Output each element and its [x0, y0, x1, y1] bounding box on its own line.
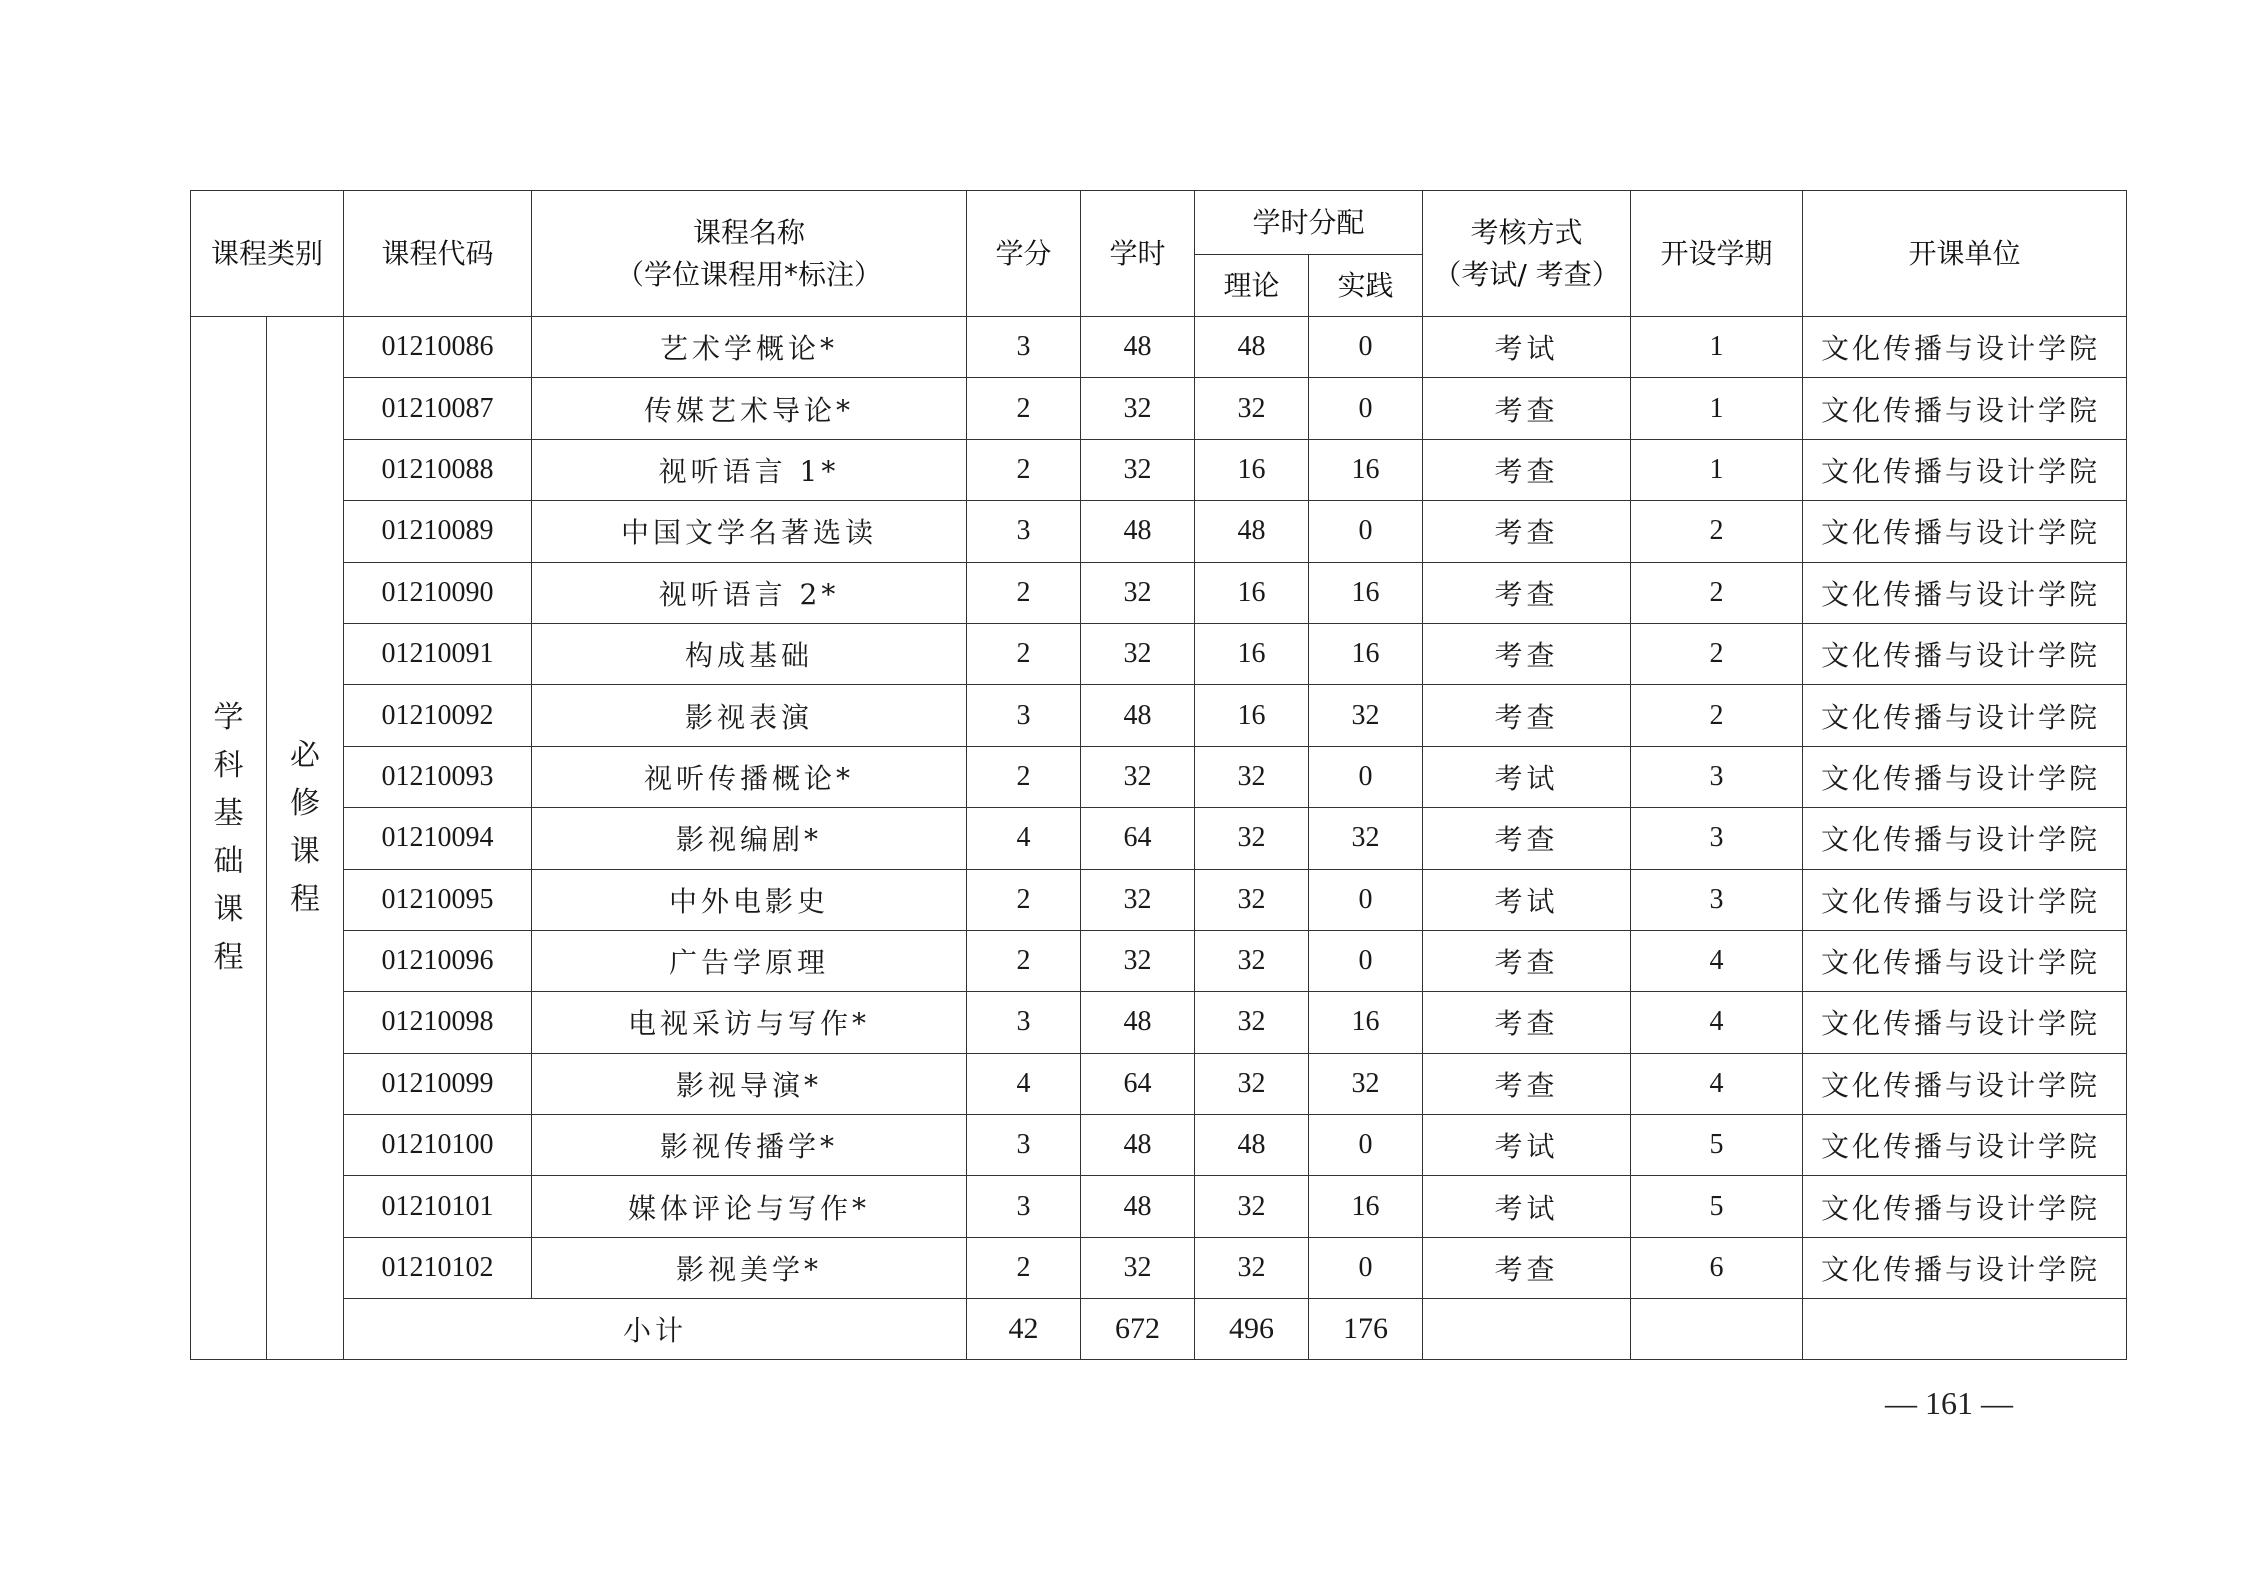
department-cell: 文化传播与设计学院: [1803, 1237, 2127, 1298]
practice-hours-cell: 0: [1309, 317, 1423, 378]
assessment-cell: 考查: [1423, 685, 1631, 746]
header-code: 课程代码: [344, 191, 532, 317]
course-name-cell: 电视采访与写作*: [532, 992, 967, 1053]
practice-hours-cell: 32: [1309, 808, 1423, 869]
semester-cell: 5: [1631, 1176, 1803, 1237]
course-code-cell: 01210101: [344, 1176, 532, 1237]
credits-cell: 3: [967, 501, 1081, 562]
course-name-cell: 中国文学名著选读: [532, 501, 967, 562]
theory-hours-cell: 32: [1195, 869, 1309, 930]
course-code-cell: 01210087: [344, 378, 532, 439]
department-cell: 文化传播与设计学院: [1803, 378, 2127, 439]
subtotal-semester-empty: [1631, 1299, 1803, 1360]
header-assessment-line1: 考核方式: [1470, 215, 1583, 249]
course-code-cell: 01210099: [344, 1053, 532, 1114]
department-cell: 文化传播与设计学院: [1803, 992, 2127, 1053]
department-cell: 文化传播与设计学院: [1803, 808, 2127, 869]
course-table: [190, 190, 2127, 1360]
semester-cell: 2: [1631, 501, 1803, 562]
hours-cell: 64: [1081, 1053, 1195, 1114]
department-cell: 文化传播与设计学院: [1803, 1115, 2127, 1176]
practice-hours-cell: 16: [1309, 562, 1423, 623]
hours-cell: 32: [1081, 869, 1195, 930]
credits-cell: 3: [967, 685, 1081, 746]
semester-cell: 2: [1631, 623, 1803, 684]
header-credits: 学分: [967, 191, 1081, 317]
theory-hours-cell: 16: [1195, 623, 1309, 684]
table-row: [191, 317, 2127, 378]
department-cell: 文化传播与设计学院: [1803, 501, 2127, 562]
header-hours: 学时: [1081, 191, 1195, 317]
course-code-cell: 01210090: [344, 562, 532, 623]
assessment-cell: 考查: [1423, 1053, 1631, 1114]
practice-hours-cell: 16: [1309, 1176, 1423, 1237]
table-row: [191, 1237, 2127, 1298]
semester-cell: 1: [1631, 439, 1803, 500]
hours-cell: 32: [1081, 562, 1195, 623]
assessment-cell: 考试: [1423, 1115, 1631, 1176]
header-name-line2: （学位课程用*标注）: [616, 257, 883, 291]
hours-cell: 48: [1081, 1176, 1195, 1237]
assessment-cell: 考试: [1423, 1176, 1631, 1237]
hours-cell: 32: [1081, 623, 1195, 684]
course-name-cell: 影视传播学*: [532, 1115, 967, 1176]
course-name-cell: 传媒艺术导论*: [532, 378, 967, 439]
credits-cell: 2: [967, 930, 1081, 991]
department-cell: 文化传播与设计学院: [1803, 439, 2127, 500]
theory-hours-cell: 32: [1195, 808, 1309, 869]
credits-cell: 2: [967, 623, 1081, 684]
course-code-cell: 01210092: [344, 685, 532, 746]
department-cell: 文化传播与设计学院: [1803, 930, 2127, 991]
header-hours-split: 学时分配: [1195, 191, 1423, 255]
table-row: [191, 501, 2127, 562]
hours-cell: 32: [1081, 378, 1195, 439]
theory-hours-cell: 32: [1195, 746, 1309, 807]
hours-cell: 48: [1081, 501, 1195, 562]
department-cell: 文化传播与设计学院: [1803, 1176, 2127, 1237]
table-row: [191, 378, 2127, 439]
course-code-cell: 01210102: [344, 1237, 532, 1298]
credits-cell: 2: [967, 1237, 1081, 1298]
subtotal-hours: 672: [1081, 1299, 1195, 1360]
assessment-cell: 考查: [1423, 808, 1631, 869]
credits-cell: 2: [967, 869, 1081, 930]
department-cell: 文化传播与设计学院: [1803, 1053, 2127, 1114]
assessment-cell: 考查: [1423, 562, 1631, 623]
course-code-cell: 01210096: [344, 930, 532, 991]
practice-hours-cell: 16: [1309, 992, 1423, 1053]
subtotal-credits: 42: [967, 1299, 1081, 1360]
subtotal-row: [191, 1299, 2127, 1360]
credits-cell: 3: [967, 1176, 1081, 1237]
table-header: [191, 191, 2127, 317]
practice-hours-cell: 0: [1309, 930, 1423, 991]
practice-hours-cell: 0: [1309, 501, 1423, 562]
semester-cell: 1: [1631, 317, 1803, 378]
course-code-cell: 01210089: [344, 501, 532, 562]
header-name-line1: 课程名称: [693, 215, 806, 249]
header-practice: 实践: [1309, 255, 1423, 317]
semester-cell: 4: [1631, 930, 1803, 991]
practice-hours-cell: 32: [1309, 685, 1423, 746]
department-cell: 文化传播与设计学院: [1803, 685, 2127, 746]
table-row: [191, 1176, 2127, 1237]
semester-cell: 6: [1631, 1237, 1803, 1298]
header-assessment-line2: （考试/ 考查）: [1433, 257, 1620, 291]
theory-hours-cell: 16: [1195, 685, 1309, 746]
department-cell: 文化传播与设计学院: [1803, 746, 2127, 807]
practice-hours-cell: 32: [1309, 1053, 1423, 1114]
assessment-cell: 考试: [1423, 317, 1631, 378]
credits-cell: 4: [967, 1053, 1081, 1114]
credits-cell: 2: [967, 378, 1081, 439]
department-cell: 文化传播与设计学院: [1803, 623, 2127, 684]
table-body: [191, 317, 2127, 1360]
header-department: 开课单位: [1803, 191, 2127, 317]
practice-hours-cell: 16: [1309, 623, 1423, 684]
course-name-cell: 影视表演: [532, 685, 967, 746]
department-cell: 文化传播与设计学院: [1803, 869, 2127, 930]
theory-hours-cell: 16: [1195, 562, 1309, 623]
department-cell: 文化传播与设计学院: [1803, 562, 2127, 623]
course-name-cell: 视听语言 1*: [532, 439, 967, 500]
table-row: [191, 562, 2127, 623]
course-name-cell: 视听语言 2*: [532, 562, 967, 623]
course-code-cell: 01210095: [344, 869, 532, 930]
theory-hours-cell: 32: [1195, 1053, 1309, 1114]
hours-cell: 64: [1081, 808, 1195, 869]
theory-hours-cell: 48: [1195, 501, 1309, 562]
practice-hours-cell: 0: [1309, 746, 1423, 807]
course-name-cell: 中外电影史: [532, 869, 967, 930]
table-row: [191, 746, 2127, 807]
hours-cell: 32: [1081, 439, 1195, 500]
semester-cell: 4: [1631, 992, 1803, 1053]
semester-cell: 2: [1631, 685, 1803, 746]
semester-cell: 2: [1631, 562, 1803, 623]
subtotal-practice: 176: [1309, 1299, 1423, 1360]
theory-hours-cell: 48: [1195, 317, 1309, 378]
table-row: [191, 439, 2127, 500]
table-row: [191, 869, 2127, 930]
table-row: [191, 1115, 2127, 1176]
credits-cell: 3: [967, 992, 1081, 1053]
page-number: — 161 —: [1885, 1385, 2013, 1421]
credits-cell: 3: [967, 1115, 1081, 1176]
theory-hours-cell: 32: [1195, 930, 1309, 991]
semester-cell: 1: [1631, 378, 1803, 439]
table-row: [191, 685, 2127, 746]
assessment-cell: 考试: [1423, 869, 1631, 930]
header-name: [532, 191, 967, 317]
hours-cell: 32: [1081, 746, 1195, 807]
credits-cell: 2: [967, 439, 1081, 500]
course-name-cell: 视听传播概论*: [532, 746, 967, 807]
semester-cell: 4: [1631, 1053, 1803, 1114]
assessment-cell: 考查: [1423, 992, 1631, 1053]
header-category: 课程类别: [191, 191, 344, 317]
hours-cell: 32: [1081, 1237, 1195, 1298]
course-name-cell: 构成基础: [532, 623, 967, 684]
practice-hours-cell: 0: [1309, 869, 1423, 930]
theory-hours-cell: 32: [1195, 1237, 1309, 1298]
subcategory-label: 必修课程: [290, 738, 320, 918]
theory-hours-cell: 32: [1195, 378, 1309, 439]
table-row: [191, 992, 2127, 1053]
course-code-cell: 01210093: [344, 746, 532, 807]
assessment-cell: 考查: [1423, 501, 1631, 562]
theory-hours-cell: 32: [1195, 992, 1309, 1053]
semester-cell: 3: [1631, 746, 1803, 807]
assessment-cell: 考查: [1423, 1237, 1631, 1298]
hours-cell: 48: [1081, 685, 1195, 746]
course-name-cell: 广告学原理: [532, 930, 967, 991]
practice-hours-cell: 16: [1309, 439, 1423, 500]
practice-hours-cell: 0: [1309, 1115, 1423, 1176]
hours-cell: 48: [1081, 992, 1195, 1053]
table-row: [191, 930, 2127, 991]
category-cell: [191, 317, 267, 1360]
header-assessment: [1423, 191, 1631, 317]
table-row: [191, 623, 2127, 684]
semester-cell: 5: [1631, 1115, 1803, 1176]
theory-hours-cell: 32: [1195, 1176, 1309, 1237]
course-code-cell: 01210098: [344, 992, 532, 1053]
subtotal-theory: 496: [1195, 1299, 1309, 1360]
header-theory: 理论: [1195, 255, 1309, 317]
assessment-cell: 考试: [1423, 746, 1631, 807]
course-name-cell: 影视导演*: [532, 1053, 967, 1114]
semester-cell: 3: [1631, 869, 1803, 930]
hours-cell: 32: [1081, 930, 1195, 991]
table-row: [191, 808, 2127, 869]
credits-cell: 2: [967, 562, 1081, 623]
course-name-cell: 影视美学*: [532, 1237, 967, 1298]
subtotal-department-empty: [1803, 1299, 2127, 1360]
assessment-cell: 考查: [1423, 623, 1631, 684]
course-code-cell: 01210094: [344, 808, 532, 869]
course-code-cell: 01210086: [344, 317, 532, 378]
course-name-cell: 艺术学概论*: [532, 317, 967, 378]
assessment-cell: 考查: [1423, 930, 1631, 991]
theory-hours-cell: 48: [1195, 1115, 1309, 1176]
practice-hours-cell: 0: [1309, 1237, 1423, 1298]
header-semester: 开设学期: [1631, 191, 1803, 317]
practice-hours-cell: 0: [1309, 378, 1423, 439]
assessment-cell: 考查: [1423, 378, 1631, 439]
category-label: 学科基础课程: [213, 700, 244, 976]
course-code-cell: 01210100: [344, 1115, 532, 1176]
subtotal-label: 小计: [344, 1299, 967, 1360]
course-name-cell: 媒体评论与写作*: [532, 1176, 967, 1237]
semester-cell: 3: [1631, 808, 1803, 869]
table-row: [191, 1053, 2127, 1114]
credits-cell: 2: [967, 746, 1081, 807]
hours-cell: 48: [1081, 1115, 1195, 1176]
credits-cell: 4: [967, 808, 1081, 869]
subcategory-cell: [267, 317, 344, 1360]
assessment-cell: 考查: [1423, 439, 1631, 500]
department-cell: 文化传播与设计学院: [1803, 317, 2127, 378]
course-name-cell: 影视编剧*: [532, 808, 967, 869]
subtotal-assessment-empty: [1423, 1299, 1631, 1360]
course-code-cell: 01210088: [344, 439, 532, 500]
theory-hours-cell: 16: [1195, 439, 1309, 500]
hours-cell: 48: [1081, 317, 1195, 378]
course-code-cell: 01210091: [344, 623, 532, 684]
credits-cell: 3: [967, 317, 1081, 378]
